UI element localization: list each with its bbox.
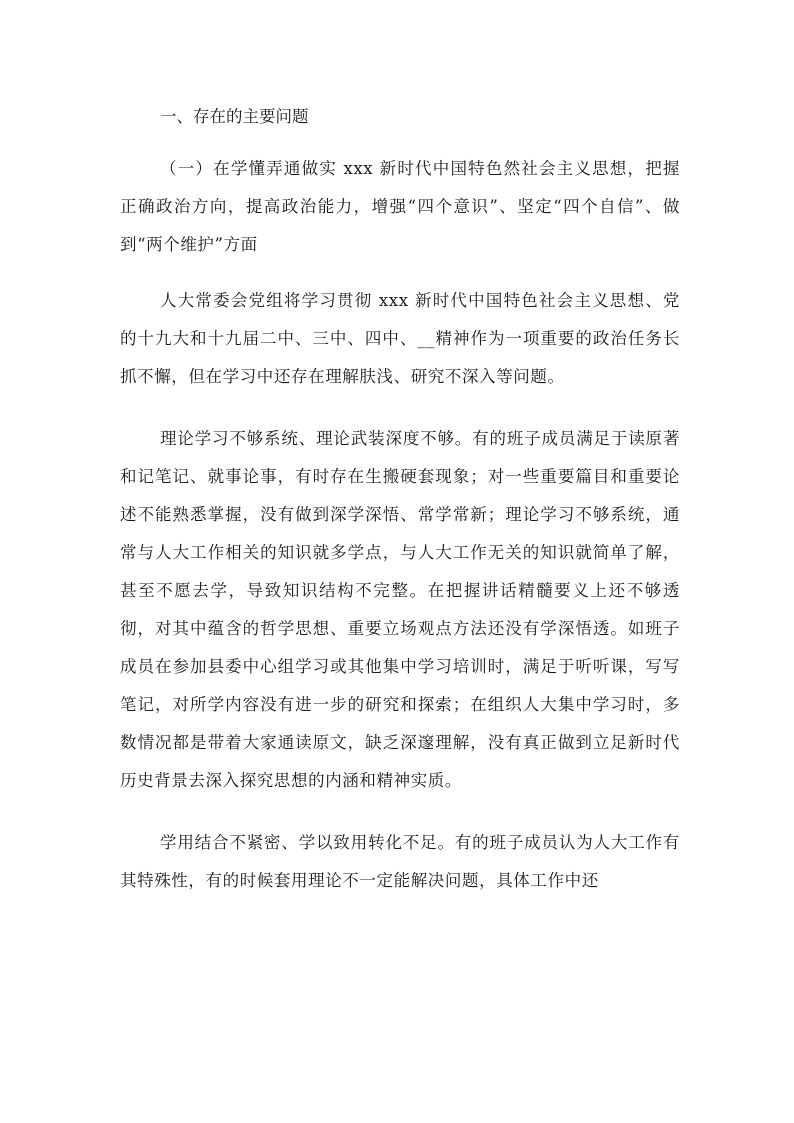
body-paragraph: 理论学习不够系统、理论武装深度不够。有的班子成员满足于读原著和记笔记、就事论事，有时存在生搬硬套现象；对一些重要篇目和重要论述不能熟悉掌握，没有做到深学深悟、常学常新；理论学习不够系统，通常与人大工作相关的知识就多学点，与人大工作无关的知识就简单了解，甚至不愿去学，导致知识结构不完整。在把握讲话精髓要义上还不够透彻，对其中蕴含的哲学思想、重要立场观点方法还没有学深悟透。如班子成员在参加县委中心组学习或其他集中学习培训时，满足于听听课，写写笔记，对所学内容没有进一步的研究和探索；在组织人大集中学习时，多数情况都是带着大家通读原文，缺乏深邃理解，没有真正做到立足新时代历史背景去深入探究思想的内涵和精神实质。: [120, 429, 680, 790]
body-paragraph: 学用结合不紧密、学以致用转化不足。有的班子成员认为人大工作有其特殊性，有的时候套用理论不一定能解决问题，具体工作中还: [120, 833, 680, 890]
subsection-heading: （一）在学懂弄通做实 xxx 新时代中国特色然社会主义思想，把握正确政治方向，提高政治能力，增强“四个意识”、坚定“四个自信”、做到“两个维护”方面: [120, 159, 680, 254]
section-heading: 一、存在的主要问题: [160, 107, 309, 126]
body-paragraph: 人大常委会党组将学习贯彻 xxx 新时代中国特色社会主义思想、党的十九大和十九届二中、三中、四中、__精神作为一项重要的政治任务长抓不懈，但在学习中还存在理解肤浅、研究不深入等问题。: [120, 291, 680, 386]
document-body: [120, 100, 680, 924]
